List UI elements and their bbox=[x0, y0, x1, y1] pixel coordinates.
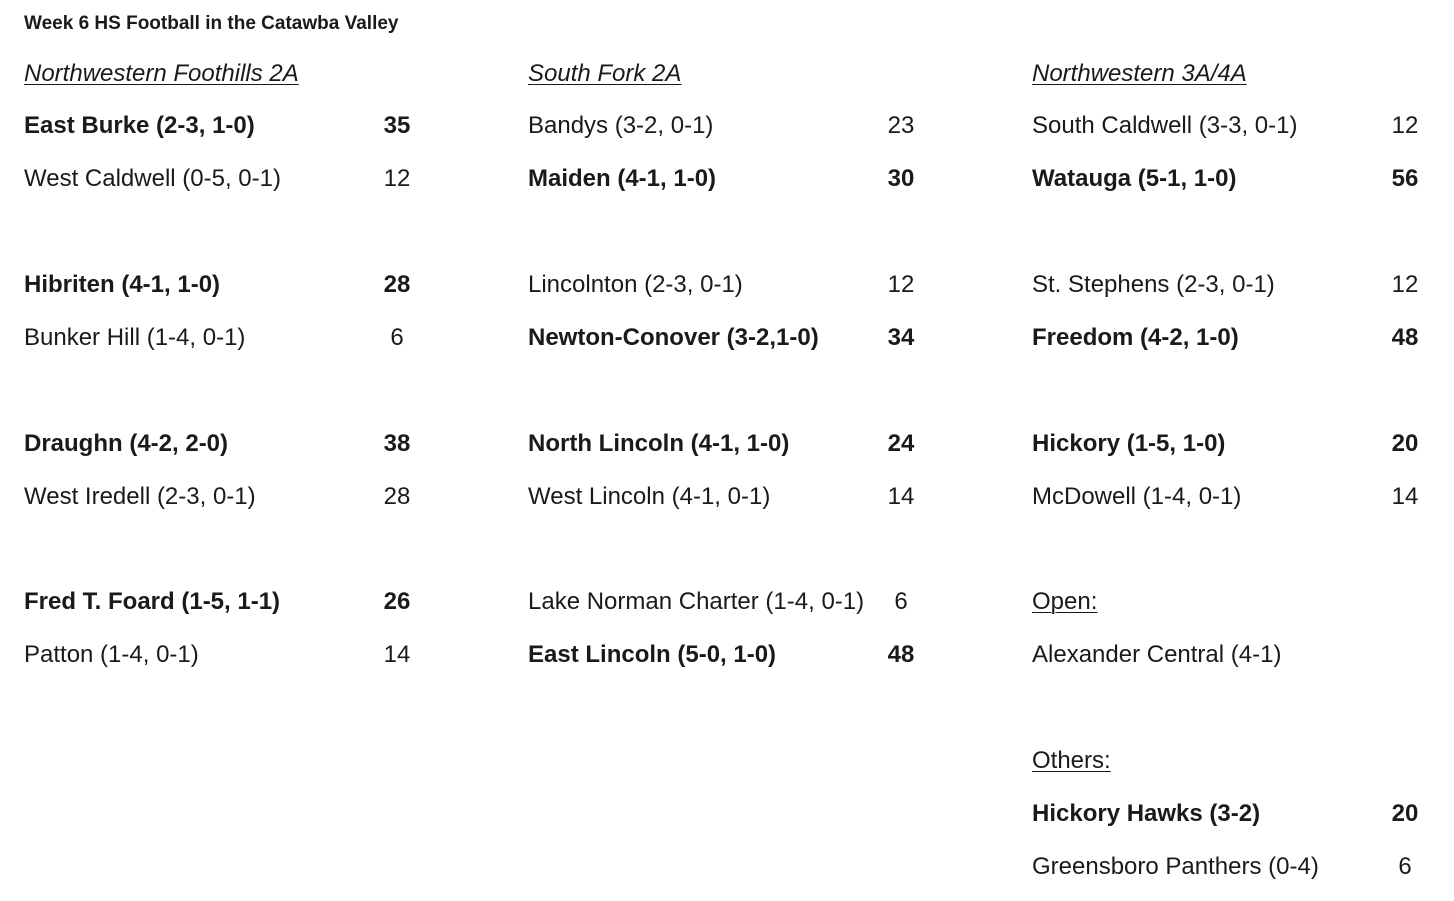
team-name: West Caldwell (0-5, 0-1) bbox=[24, 165, 281, 192]
team-name: Hickory (1-5, 1-0) bbox=[1032, 430, 1226, 457]
team-score: 20 bbox=[1391, 430, 1419, 457]
team-score: 56 bbox=[1391, 165, 1419, 192]
team-score: 12 bbox=[383, 165, 411, 192]
team-score: 28 bbox=[383, 271, 411, 298]
team-score: 14 bbox=[1391, 483, 1419, 510]
team-name: West Lincoln (4-1, 0-1) bbox=[528, 483, 771, 510]
open-label: Open: bbox=[1032, 588, 1098, 615]
conference-heading: Northwestern Foothills 2A bbox=[24, 60, 299, 87]
team-score: 12 bbox=[887, 271, 915, 298]
team-score: 35 bbox=[383, 112, 411, 139]
team-name: Maiden (4-1, 1-0) bbox=[528, 165, 717, 192]
team-name: Draughn (4-2, 2-0) bbox=[24, 430, 229, 457]
team-name: East Burke (2-3, 1-0) bbox=[24, 112, 255, 139]
team-name: South Caldwell (3-3, 0-1) bbox=[1032, 112, 1298, 139]
team-name: Bandys (3-2, 0-1) bbox=[528, 112, 714, 139]
team-name: Bunker Hill (1-4, 0-1) bbox=[24, 324, 246, 351]
team-score: 28 bbox=[383, 483, 411, 510]
team-name: Hibriten (4-1, 1-0) bbox=[24, 271, 221, 298]
team-score: 6 bbox=[1398, 853, 1412, 880]
conference-heading: South Fork 2A bbox=[528, 60, 682, 87]
team-name: McDowell (1-4, 0-1) bbox=[1032, 483, 1242, 510]
team-score: 30 bbox=[887, 165, 915, 192]
column-northwestern-3a4a bbox=[1032, 0, 1442, 901]
team-score: 12 bbox=[1391, 271, 1419, 298]
team-name: Watauga (5-1, 1-0) bbox=[1032, 165, 1237, 192]
team-name: Greensboro Panthers (0-4) bbox=[1032, 853, 1319, 880]
team-name: Patton (1-4, 0-1) bbox=[24, 641, 199, 668]
team-name: West Iredell (2-3, 0-1) bbox=[24, 483, 256, 510]
page-title: Week 6 HS Football in the Catawba Valley bbox=[24, 13, 399, 34]
column-south-fork bbox=[528, 0, 948, 901]
team-name: North Lincoln (4-1, 1-0) bbox=[528, 430, 790, 457]
team-score: 26 bbox=[383, 588, 411, 615]
team-name: Lake Norman Charter (1-4, 0-1) bbox=[528, 588, 865, 615]
team-score: 12 bbox=[1391, 112, 1419, 139]
team-score: 14 bbox=[887, 483, 915, 510]
team-name: St. Stephens (2-3, 0-1) bbox=[1032, 271, 1275, 298]
column-northwestern-foothills bbox=[24, 0, 444, 901]
team-score: 6 bbox=[894, 588, 908, 615]
team-name: East Lincoln (5-0, 1-0) bbox=[528, 641, 777, 668]
team-score: 20 bbox=[1391, 800, 1419, 827]
team-score: 48 bbox=[887, 641, 915, 668]
team-name: Newton-Conover (3-2,1-0) bbox=[528, 324, 819, 351]
team-score: 34 bbox=[887, 324, 915, 351]
team-score: 38 bbox=[383, 430, 411, 457]
team-score: 6 bbox=[390, 324, 404, 351]
team-name: Fred T. Foard (1-5, 1-1) bbox=[24, 588, 281, 615]
conference-heading: Northwestern 3A/4A bbox=[1032, 60, 1247, 87]
team-score: 23 bbox=[887, 112, 915, 139]
open-team: Alexander Central (4-1) bbox=[1032, 641, 1282, 668]
team-score: 14 bbox=[383, 641, 411, 668]
team-name: Lincolnton (2-3, 0-1) bbox=[528, 271, 743, 298]
others-label: Others: bbox=[1032, 747, 1111, 774]
team-score: 24 bbox=[887, 430, 915, 457]
team-name: Freedom (4-2, 1-0) bbox=[1032, 324, 1239, 351]
team-name: Hickory Hawks (3-2) bbox=[1032, 800, 1261, 827]
team-score: 48 bbox=[1391, 324, 1419, 351]
